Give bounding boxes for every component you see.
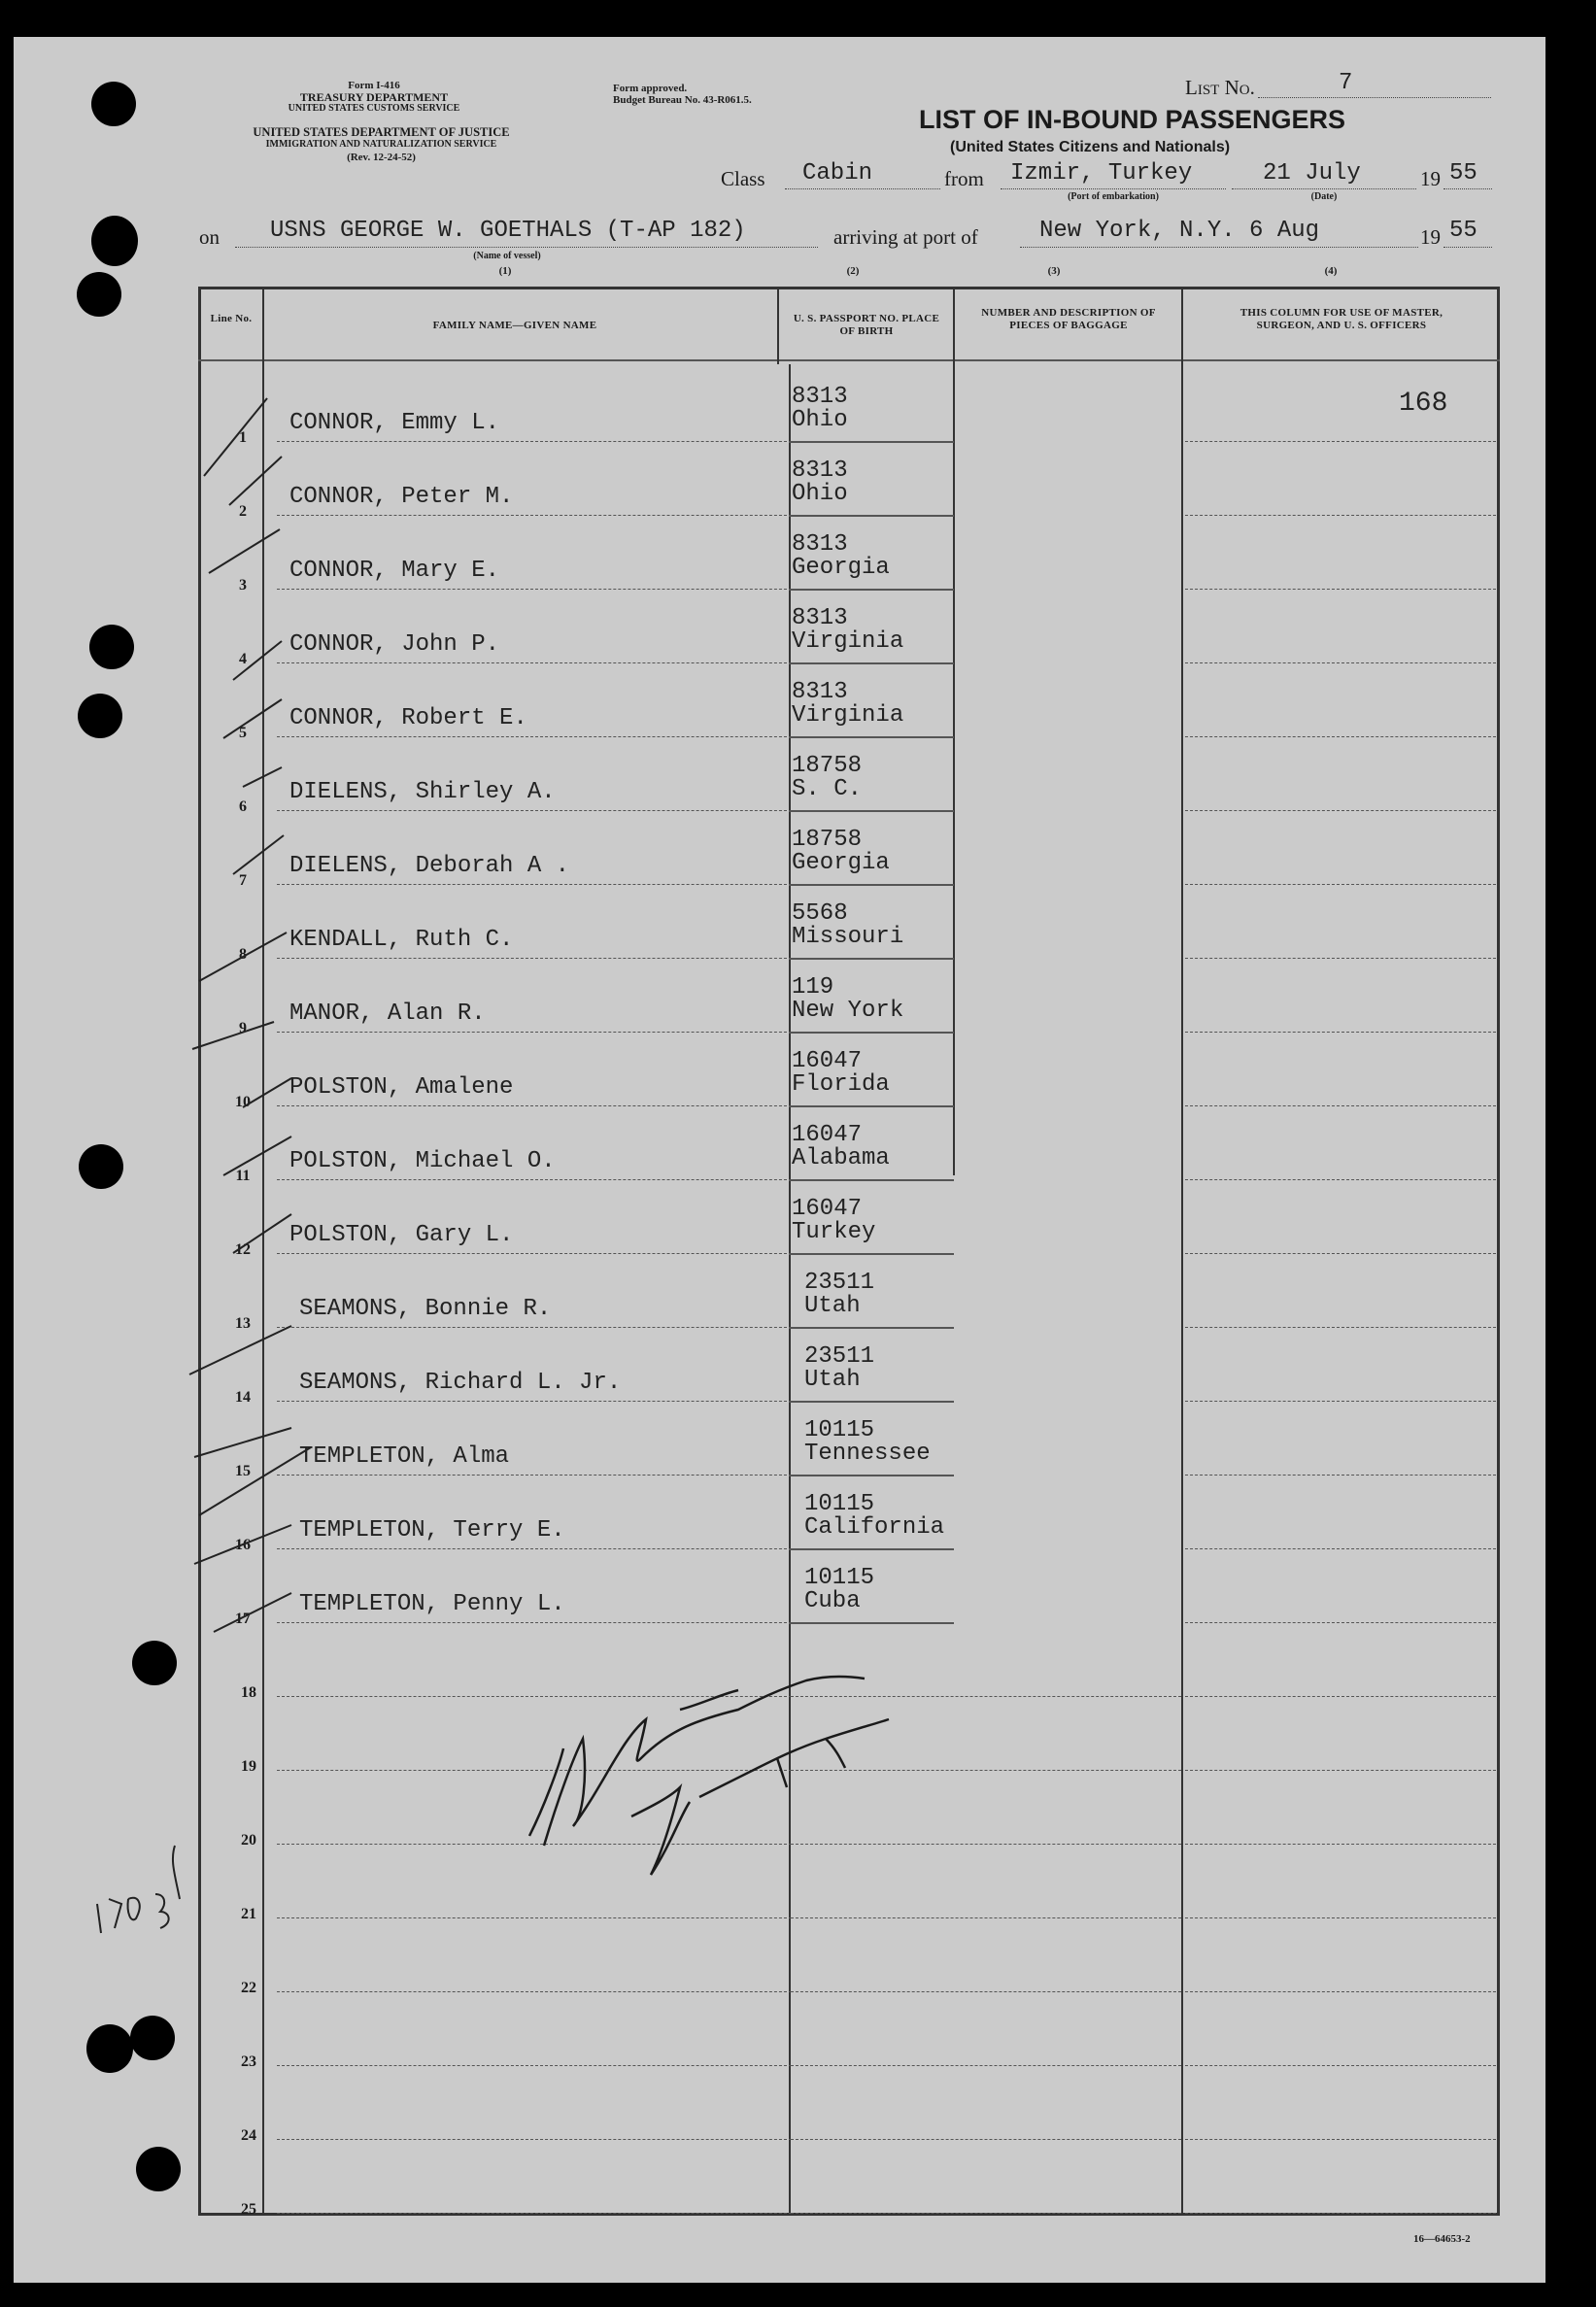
passenger-name: TEMPLETON, Penny L. — [299, 1591, 565, 1617]
row-rule — [277, 441, 792, 442]
vessel-caption: (Name of vessel) — [473, 251, 541, 261]
row-rule-officer — [1185, 1844, 1496, 1845]
row-rule — [277, 1696, 792, 1697]
line-number: 25 — [241, 2201, 256, 2218]
row-rule — [277, 1105, 792, 1106]
row-rule-officer — [1185, 1032, 1496, 1033]
row-rule-officer — [1185, 2213, 1496, 2214]
line-number: 5 — [239, 725, 247, 741]
punch-hole — [130, 2016, 175, 2060]
row-rule-mid — [791, 1696, 1181, 1697]
arrival-line — [1020, 247, 1418, 248]
row-rule-mid — [791, 2213, 1181, 2214]
col-caption-2: (2) — [846, 265, 860, 277]
table-border-right — [1497, 287, 1500, 2215]
customs-service: UNITED STATES CUSTOMS SERVICE — [288, 103, 460, 114]
row-rule-officer — [1185, 736, 1496, 737]
year-line — [1443, 188, 1492, 189]
punch-hole — [86, 2024, 133, 2073]
row-rule-mid — [791, 1991, 1181, 1992]
list-no-line — [1258, 97, 1491, 98]
treasury-dept: TREASURY DEPARTMENT — [299, 90, 449, 104]
passenger-name: DIELENS, Deborah A . — [289, 853, 570, 879]
row-rule-officer — [1185, 958, 1496, 959]
col-caption-1: (1) — [498, 265, 512, 277]
passport-number: 8313 — [792, 679, 848, 705]
passenger-name: TEMPLETON, Terry E. — [299, 1517, 565, 1544]
col-divider-name-lower — [789, 364, 791, 2213]
passport-cell-rule — [789, 958, 954, 960]
row-rule — [277, 662, 792, 663]
place-of-birth: Florida — [792, 1071, 890, 1098]
place-of-birth: S. C. — [792, 776, 863, 802]
place-of-birth: Alabama — [792, 1145, 890, 1171]
passport-cell-rule — [789, 441, 954, 443]
row-rule — [277, 1622, 792, 1623]
row-rule — [277, 1844, 792, 1845]
line-number: 2 — [239, 503, 247, 520]
passport-cell-rule — [789, 589, 954, 591]
row-rule-mid — [791, 1770, 1181, 1771]
port-embarkation: Izmir, Turkey — [1010, 160, 1193, 187]
col-caption-4: (4) — [1324, 265, 1338, 277]
row-rule — [277, 2065, 792, 2066]
passenger-name: TEMPLETON, Alma — [299, 1443, 510, 1470]
class-label: Class — [721, 167, 765, 190]
arrival-port-date: New York, N.Y. 6 Aug — [1039, 218, 1320, 244]
passport-cell-rule — [789, 884, 954, 886]
col-header-name: FAMILY NAME—GIVEN NAME — [432, 320, 597, 331]
row-rule-mid — [791, 1917, 1181, 1918]
place-of-birth: Virginia — [792, 628, 904, 655]
passport-number: 18758 — [792, 827, 863, 853]
passport-number: 8313 — [792, 458, 848, 484]
row-rule — [277, 2213, 792, 2214]
passenger-name: CONNOR, Robert E. — [289, 705, 527, 731]
row-rule-officer — [1185, 1105, 1496, 1106]
place-of-birth: Utah — [804, 1367, 861, 1393]
passport-cell-rule — [789, 810, 954, 812]
place-of-birth: Ohio — [792, 481, 848, 507]
list-no-label: List No. — [1185, 76, 1255, 99]
punch-hole — [132, 1641, 177, 1685]
row-rule-officer — [1185, 1770, 1496, 1771]
year-line-2 — [1443, 247, 1492, 248]
row-rule-officer — [1185, 2065, 1496, 2066]
line-number: 14 — [235, 1389, 251, 1406]
list-no-value: 7 — [1339, 70, 1353, 96]
punch-hole — [79, 1144, 123, 1189]
row-rule-officer — [1185, 441, 1496, 442]
footer-form-code: 16—64653-2 — [1413, 2233, 1471, 2245]
passport-number: 8313 — [792, 531, 848, 558]
row-rule — [277, 1327, 792, 1328]
line-number: 3 — [239, 577, 247, 594]
row-rule — [277, 1770, 792, 1771]
from-label: from — [944, 167, 984, 190]
page-title: LIST OF IN-BOUND PASSENGERS — [919, 105, 1346, 134]
justice-dept: UNITED STATES DEPARTMENT OF JUSTICE — [253, 125, 510, 139]
row-rule — [277, 884, 792, 885]
line-number: 20 — [241, 1832, 256, 1849]
row-rule-mid — [791, 2139, 1181, 2140]
line-number: 12 — [235, 1241, 251, 1258]
line-number: 6 — [239, 798, 247, 815]
class-value: Cabin — [802, 160, 873, 187]
row-rule — [277, 1548, 792, 1549]
passenger-name: SEAMONS, Richard L. Jr. — [299, 1370, 622, 1396]
passport-number: 10115 — [804, 1565, 875, 1591]
row-rule-mid — [791, 2065, 1181, 2066]
col-header-line-no: Line No. — [210, 313, 253, 324]
line-number: 8 — [239, 946, 247, 963]
passport-cell-rule — [789, 1622, 954, 1624]
revision-date: (Rev. 12-24-52) — [347, 152, 416, 163]
passport-cell-rule — [789, 1475, 954, 1476]
line-number: 7 — [239, 872, 247, 889]
line-number: 1 — [239, 429, 247, 446]
row-rule — [277, 515, 792, 516]
punch-hole — [91, 82, 136, 126]
line-number: 21 — [241, 1906, 256, 1922]
passport-cell-rule — [789, 662, 954, 664]
col-divider-passport — [953, 287, 955, 1175]
passport-number: 16047 — [792, 1048, 863, 1074]
passenger-name: DIELENS, Shirley A. — [289, 779, 556, 805]
line-number: 19 — [241, 1758, 256, 1775]
passport-cell-rule — [789, 1105, 954, 1107]
punch-hole — [77, 272, 121, 317]
passenger-name: POLSTON, Amalene — [289, 1074, 514, 1101]
row-rule-officer — [1185, 1696, 1496, 1697]
col-header-officers: THIS COLUMN FOR USE OF MASTER, SURGEON, AND U. S. OFFICERS — [1239, 307, 1443, 331]
punch-hole — [136, 2147, 181, 2191]
passport-cell-rule — [789, 1327, 954, 1329]
passport-cell-rule — [789, 1032, 954, 1034]
row-rule — [277, 589, 792, 590]
row-rule-officer — [1185, 1475, 1496, 1476]
place-of-birth: New York — [792, 998, 904, 1024]
line-number: 10 — [235, 1094, 251, 1110]
row-rule-officer — [1185, 810, 1496, 811]
year-prefix: 19 — [1420, 167, 1441, 190]
date-line — [1232, 188, 1416, 189]
row-rule-officer — [1185, 662, 1496, 663]
punch-hole — [91, 216, 138, 266]
row-rule — [277, 1032, 792, 1033]
table-border-top — [198, 287, 1500, 289]
passport-cell-rule — [789, 1401, 954, 1403]
passport-number: 10115 — [804, 1417, 875, 1443]
row-rule-officer — [1185, 1917, 1496, 1918]
line-number: 18 — [241, 1684, 256, 1701]
row-rule — [277, 2139, 792, 2140]
passport-cell-rule — [789, 736, 954, 738]
passport-number: 8313 — [792, 605, 848, 631]
table-border-left — [198, 287, 201, 2215]
officer-note: 168 — [1399, 389, 1448, 419]
place-of-birth: Utah — [804, 1293, 861, 1319]
passenger-name: CONNOR, Emmy L. — [289, 410, 500, 436]
class-line — [785, 188, 940, 189]
row-rule-officer — [1185, 515, 1496, 516]
page-subtitle: (United States Citizens and Nationals) — [950, 139, 1231, 155]
port-line — [1001, 188, 1226, 189]
row-rule-officer — [1185, 1179, 1496, 1180]
line-number: 16 — [235, 1537, 251, 1553]
row-rule — [277, 958, 792, 959]
row-rule — [277, 1991, 792, 1992]
passport-number: 23511 — [804, 1343, 875, 1370]
passport-number: 23511 — [804, 1270, 875, 1296]
row-rule — [277, 1475, 792, 1476]
passport-number: 5568 — [792, 900, 848, 927]
passport-cell-rule — [789, 515, 954, 517]
port-caption: (Port of embarkation) — [1068, 191, 1159, 202]
row-rule-officer — [1185, 1253, 1496, 1254]
place-of-birth: Tennessee — [804, 1441, 931, 1467]
budget-bureau: Budget Bureau No. 43-R061.5. — [613, 94, 752, 106]
year-value-2: 55 — [1449, 218, 1477, 244]
passport-cell-rule — [789, 1548, 954, 1550]
passport-number: 119 — [792, 974, 834, 1001]
row-rule-officer — [1185, 884, 1496, 885]
passport-number: 18758 — [792, 753, 863, 779]
line-number: 23 — [241, 2053, 256, 2070]
row-rule-mid — [791, 1844, 1181, 1845]
place-of-birth: Virginia — [792, 702, 904, 729]
passenger-name: CONNOR, John P. — [289, 631, 500, 658]
passenger-name: CONNOR, Mary E. — [289, 558, 500, 584]
row-rule — [277, 810, 792, 811]
place-of-birth: Georgia — [792, 555, 890, 581]
place-of-birth: Turkey — [792, 1219, 876, 1245]
row-rule — [277, 1401, 792, 1402]
punch-hole — [78, 694, 122, 738]
line-number: 11 — [235, 1168, 251, 1184]
line-number: 15 — [235, 1463, 251, 1479]
row-rule — [277, 1179, 792, 1180]
passenger-name: SEAMONS, Bonnie R. — [299, 1296, 552, 1322]
document-page — [14, 37, 1545, 2283]
place-of-birth: Cuba — [804, 1588, 861, 1614]
row-rule — [277, 1917, 792, 1918]
passenger-name: KENDALL, Ruth C. — [289, 927, 514, 953]
passport-cell-rule — [789, 1253, 954, 1255]
passenger-name: MANOR, Alan R. — [289, 1001, 486, 1027]
passport-number: 8313 — [792, 384, 848, 410]
row-rule-officer — [1185, 1327, 1496, 1328]
passenger-name: POLSTON, Gary L. — [289, 1222, 514, 1248]
line-number: 22 — [241, 1980, 256, 1996]
passenger-name: CONNOR, Peter M. — [289, 484, 514, 510]
col-divider-name — [777, 287, 779, 364]
row-rule — [277, 1253, 792, 1254]
col-header-baggage: NUMBER AND DESCRIPTION OF PIECES OF BAGGAGE — [981, 307, 1156, 331]
year-prefix-2: 19 — [1420, 225, 1441, 249]
line-number: 17 — [235, 1611, 251, 1627]
col-header-passport: U. S. PASSPORT NO. PLACE OF BIRTH — [793, 313, 940, 337]
passport-number: 16047 — [792, 1196, 863, 1222]
row-rule-officer — [1185, 589, 1496, 590]
col-caption-3: (3) — [1047, 265, 1061, 277]
vessel-line — [235, 247, 818, 248]
passport-cell-rule — [789, 1179, 954, 1181]
form-approved: Form approved. — [613, 83, 688, 94]
row-rule-officer — [1185, 1991, 1496, 1992]
place-of-birth: Missouri — [792, 924, 904, 950]
col-divider-baggage — [1181, 287, 1183, 2213]
punch-hole — [89, 625, 134, 669]
row-rule-officer — [1185, 2139, 1496, 2140]
row-rule — [277, 736, 792, 737]
row-rule-officer — [1185, 1548, 1496, 1549]
row-rule-officer — [1185, 1401, 1496, 1402]
passenger-name: POLSTON, Michael O. — [289, 1148, 556, 1174]
year-value: 55 — [1449, 160, 1477, 187]
passport-number: 16047 — [792, 1122, 863, 1148]
on-label: on — [199, 225, 220, 249]
line-number: 24 — [241, 2127, 256, 2144]
line-number: 13 — [235, 1315, 251, 1332]
place-of-birth: California — [804, 1514, 945, 1541]
place-of-birth: Georgia — [792, 850, 890, 876]
form-number: Form I-416 — [348, 80, 400, 91]
vessel-name: USNS GEORGE W. GOETHALS (T-AP 182) — [270, 218, 746, 244]
arriving-label: arriving at port of — [833, 225, 978, 249]
row-rule-officer — [1185, 1622, 1496, 1623]
date-caption: (Date) — [1310, 191, 1338, 202]
line-number: 9 — [239, 1020, 247, 1036]
embark-date: 21 July — [1263, 160, 1361, 187]
ins-service: IMMIGRATION AND NATURALIZATION SERVICE — [265, 139, 497, 150]
col-divider-line — [262, 287, 264, 2215]
header-row-rule — [198, 359, 1500, 361]
place-of-birth: Ohio — [792, 407, 848, 433]
line-number: 4 — [239, 651, 247, 667]
passport-number: 10115 — [804, 1491, 875, 1517]
